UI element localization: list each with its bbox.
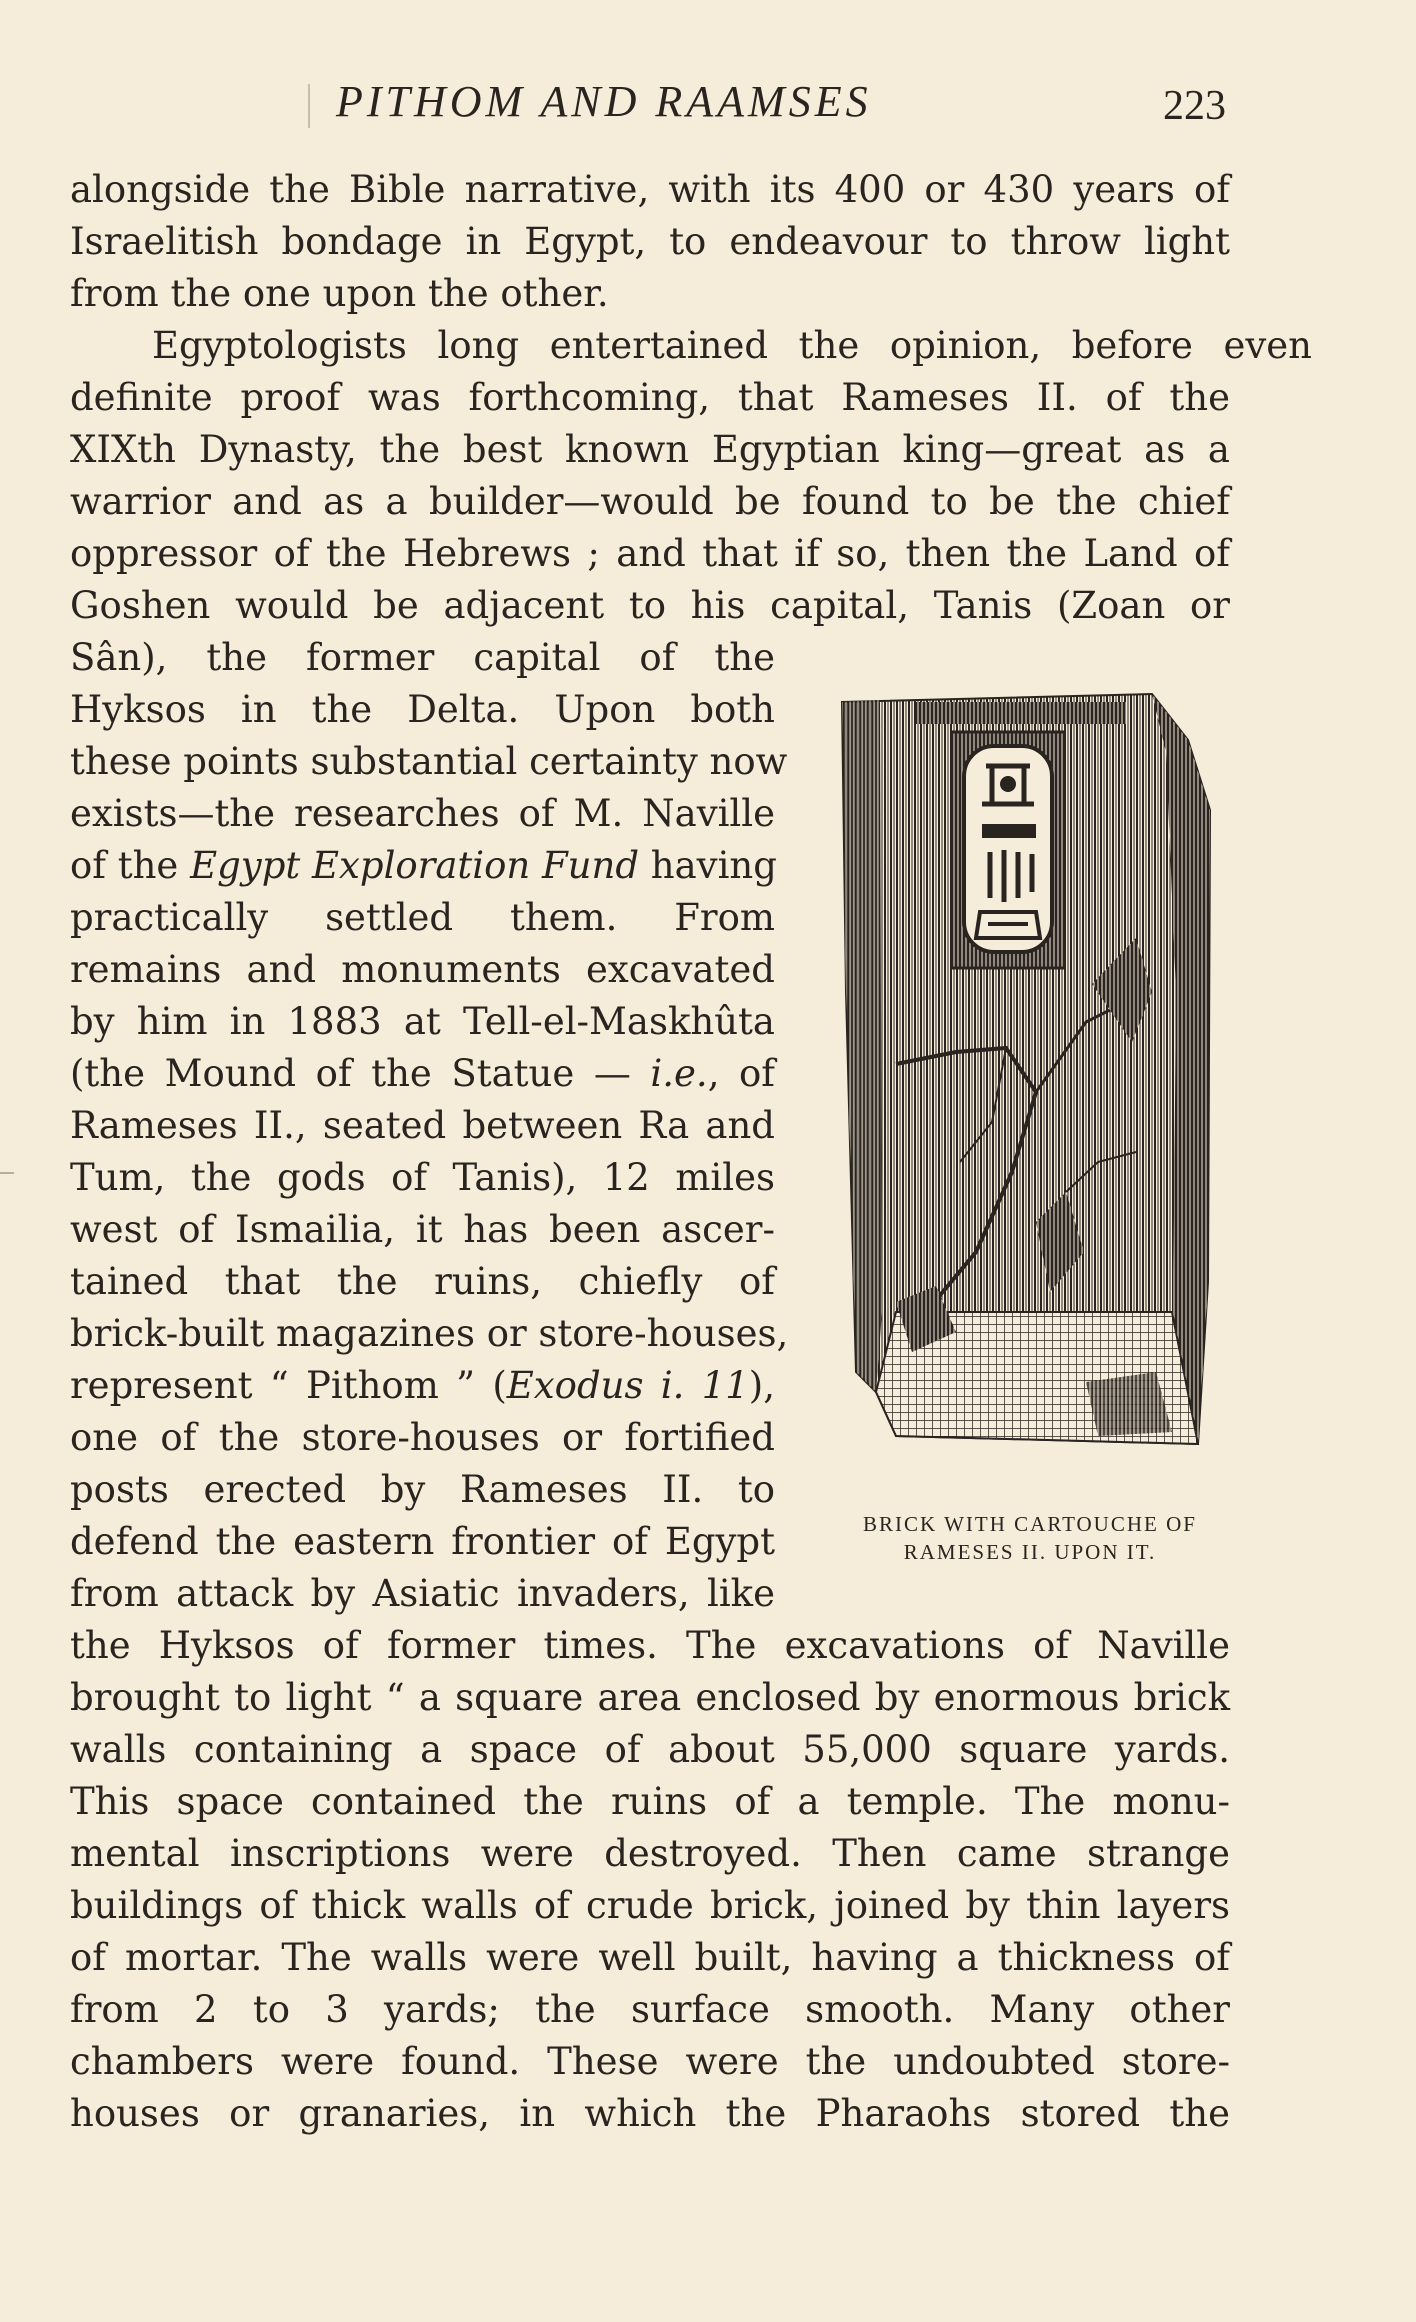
text-line: houses or granaries, in which the Pharaohs stored the <box>70 2092 1230 2135</box>
text-run: having <box>639 844 777 887</box>
text-line: definite proof was forthcoming, that Rameses II. of the <box>70 376 1230 419</box>
text-line: Goshen would be adjacent to his capital, Tanis (Zoan or <box>70 584 1230 627</box>
text-line-with-italic <box>70 1360 775 1412</box>
running-head <box>0 72 1416 132</box>
italic-reference: Exodus i. 11 <box>506 1364 749 1407</box>
text-run: ), <box>748 1364 775 1407</box>
text-line: mental inscriptions were destroyed. Then came strange <box>70 1832 1230 1875</box>
text-line: of mortar. The walls were well built, having a thickness of <box>70 1936 1230 1979</box>
text-line: This space contained the ruins of a temple. The monu- <box>70 1780 1230 1823</box>
text-line: chambers were found. These were the undoubted store- <box>70 2040 1230 2083</box>
text-line: defend the eastern frontier of Egypt <box>70 1520 775 1563</box>
running-title: PITHOM AND RAAMSES <box>336 77 872 126</box>
paragraph-group-top <box>70 164 1312 632</box>
text-run: , of <box>707 1052 775 1095</box>
text-run: (the Mound of the Statue — <box>70 1052 651 1095</box>
text-line: by him in 1883 at Tell-el-Maskhûta <box>70 1000 775 1043</box>
text-line: alongside the Bible narrative, with its 400 or 430 years of <box>70 168 1230 211</box>
text-line: Egyptologists long entertained the opinion, before even <box>152 324 1312 367</box>
text-line: tained that the ruins, chiefly of <box>70 1260 775 1303</box>
page-number: 223 <box>1163 83 1226 129</box>
brick-illustration <box>836 692 1216 1452</box>
text-line: Sân), the former capital of the <box>70 636 775 679</box>
text-line: remains and monuments excavated <box>70 948 775 991</box>
engraved-brick-icon <box>836 692 1216 1452</box>
italic-abbrev: i.e. <box>650 1052 708 1095</box>
caption-line: RAMESES II. UPON IT. <box>903 1540 1157 1564</box>
caption-line: BRICK WITH CARTOUCHE OF <box>863 1512 1197 1536</box>
text-line: practically settled them. From <box>70 896 775 939</box>
text-line: from the one upon the other. <box>70 272 609 315</box>
text-line: brought to light “ a square area enclosed by enormous brick <box>70 1676 1230 1719</box>
text-line: warrior and as a builder—would be found to be the chief <box>70 480 1230 523</box>
text-line-with-italic <box>70 840 775 892</box>
text-line: one of the store-houses or fortified <box>70 1416 775 1459</box>
text-line: the Hyksos of former times. The excavations of Naville <box>70 1624 1230 1667</box>
text-line: oppressor of the Hebrews ; and that if so, then the Land of <box>70 532 1230 575</box>
text-line: from attack by Asiatic invaders, like <box>70 1572 775 1615</box>
text-line: Tum, the gods of Tanis), 12 miles <box>70 1156 775 1199</box>
text-line: buildings of thick walls of crude brick, joined by thin layers <box>70 1884 1230 1927</box>
text-line: Hyksos in the Delta. Upon both <box>70 688 775 731</box>
text-line: XIXth Dynasty, the best known Egyptian king—great as a <box>70 428 1230 471</box>
text-line: exists—the researches of M. Naville <box>70 792 775 835</box>
text-line: Rameses II., seated between Ra and <box>70 1104 775 1147</box>
text-line: west of Ismailia, it has been ascer- <box>70 1208 775 1251</box>
text-line: walls containing a space of about 55,000 square yards. <box>70 1728 1230 1771</box>
text-line: Israelitish bondage in Egypt, to endeavour to throw light <box>70 220 1230 263</box>
text-line: these points substantial certainty now <box>70 740 788 783</box>
italic-title: Egypt Exploration Fund <box>190 844 640 887</box>
text-line: posts erected by Rameses II. to <box>70 1468 775 1511</box>
paragraph-group-bottom <box>70 1620 1230 2140</box>
text-line-with-italic <box>70 1048 775 1100</box>
margin-tick <box>0 1172 14 1174</box>
text-run: of the <box>70 844 191 887</box>
text-run: represent “ Pithom ” ( <box>70 1364 507 1407</box>
text-line: brick-built magazines or store-houses, <box>70 1312 789 1355</box>
text-line: from 2 to 3 yards; the surface smooth. Many other <box>70 1988 1230 2031</box>
figure-caption <box>820 1510 1240 1566</box>
